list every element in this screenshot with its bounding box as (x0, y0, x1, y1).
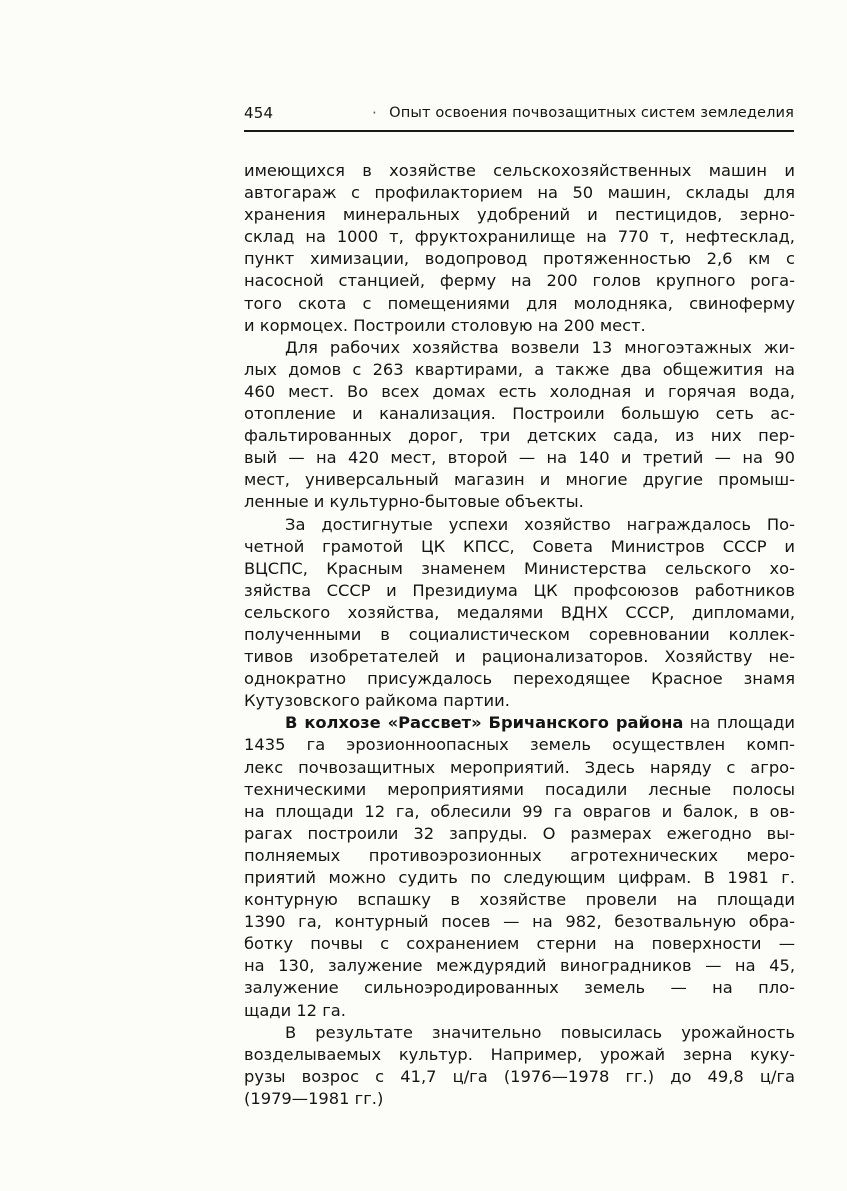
running-header (244, 102, 794, 132)
text-line: Кутузовского райкома партии. (244, 691, 510, 711)
text-line: ленные и культурно-бытовые объекты. (244, 492, 584, 512)
text-line: ВЦСПС, Красным знаменем Министерства сельского хо- (244, 558, 795, 578)
paragraph (244, 160, 795, 337)
text-line: четной грамотой ЦК КПСС, Совета Министров СССР и (244, 536, 795, 556)
text-line: склад на 1000 т, фруктохранилище на 770 т, нефтесклад, (244, 227, 795, 247)
text-line: того скота с помещениями для молодняка, свиноферму (244, 293, 795, 313)
text-line: 460 мест. Во всех домах есть холодная и горячая вода, (244, 381, 795, 401)
header-separator-dot: · (372, 104, 377, 122)
bold-lead-in: В колхозе «Рассвет» Бричанского района (285, 713, 684, 733)
text-line: Для рабочих хозяйства возвели 13 многоэтажных жи- (285, 337, 795, 357)
text-line: автогараж с профилакторием на 50 машин, склады для (244, 183, 795, 203)
text-line: полняемых противоэрозионных агротехнических меро- (244, 845, 795, 865)
text-line: вый — на 420 мест, второй — на 140 и третий — на 90 (244, 448, 795, 468)
text-line: рагах построили 32 запруды. О размерах ежегодно вы- (244, 823, 795, 843)
running-title: Опыт освоения почвозащитных систем земледелия (389, 104, 794, 121)
body-text (244, 160, 795, 1110)
text-line: контурную вспашку в хозяйстве провели на площади (244, 890, 795, 910)
text-line: отопление и канализация. Построили большую сеть ас- (244, 404, 795, 424)
page-number: 454 (244, 104, 274, 122)
text-line: мест, универсальный магазин и многие другие промыш- (244, 470, 795, 490)
text-line: и кормоцех. Построили столовую на 200 мест. (244, 315, 646, 335)
text-line: 1435 га эрозионноопасных земель осуществлен комп- (244, 735, 795, 755)
text-line (244, 712, 795, 734)
paragraph (244, 337, 795, 514)
text-line: ботку почвы с сохранением стерни на поверхности — (244, 934, 795, 954)
text-line: щади 12 га. (244, 1000, 346, 1020)
text-line: на площади 12 га, облесили 99 га оврагов и балок, в ов- (244, 801, 795, 821)
paragraph (244, 514, 795, 713)
text-line: полученными в социалистическом соревновании коллек- (244, 624, 795, 644)
text-line: имеющихся в хозяйстве сельскохозяйственных машин и (244, 161, 795, 180)
text-line: пункт химизации, водопровод протяженностью 2,6 км с (244, 249, 795, 269)
text-line: сельского хозяйства, медалями ВДНХ СССР, дипломами, (244, 602, 795, 622)
text-line: насосной станцией, ферму на 200 голов крупного рога- (244, 271, 795, 291)
text-line: В результате значительно повысилась урожайность (285, 1022, 795, 1042)
text-line: приятий можно судить по следующим цифрам. В 1981 г. (244, 868, 795, 887)
text-line: зяйства СССР и Президиума ЦК профсоюзов работников (244, 580, 795, 600)
text-line: тивов изобретателей и рационализаторов. Хозяйству не- (244, 647, 795, 667)
text-line: однократно присуждалось переходящее Красное знамя (244, 669, 795, 689)
text-line: возделываемых культур. Например, урожай зерна куку- (244, 1044, 795, 1064)
text-line: хранения минеральных удобрений и пестицидов, зерно- (244, 205, 795, 225)
lead-in-rest: на площади (683, 713, 795, 733)
paragraph (244, 712, 795, 1021)
text-line: залужение сильноэродированных земель — на пло- (244, 978, 795, 998)
text-line: За достигнутые успехи хозяйство награждалось По- (285, 514, 795, 534)
text-line: 1390 га, контурный посев — на 982, безотвальную обра- (244, 912, 795, 932)
text-line: (1979—1981 гг.) (244, 1088, 384, 1108)
text-line: лекс почвозащитных мероприятий. Здесь наряду с агро- (244, 757, 795, 777)
text-line: на 130, залужение междурядий виноградников — на 45, (244, 956, 795, 976)
text-line: фальтированных дорог, три детских сада, из них пер- (244, 426, 795, 446)
paragraph (244, 1022, 795, 1110)
text-line: рузы возрос с 41,7 ц/га (1976—1978 гг.) до 49,8 ц/га (244, 1066, 795, 1086)
text-line: техническими мероприятиями посадили лесные полосы (244, 779, 795, 799)
text-line: лых домов с 263 квартирами, а также два общежития на (244, 359, 795, 379)
